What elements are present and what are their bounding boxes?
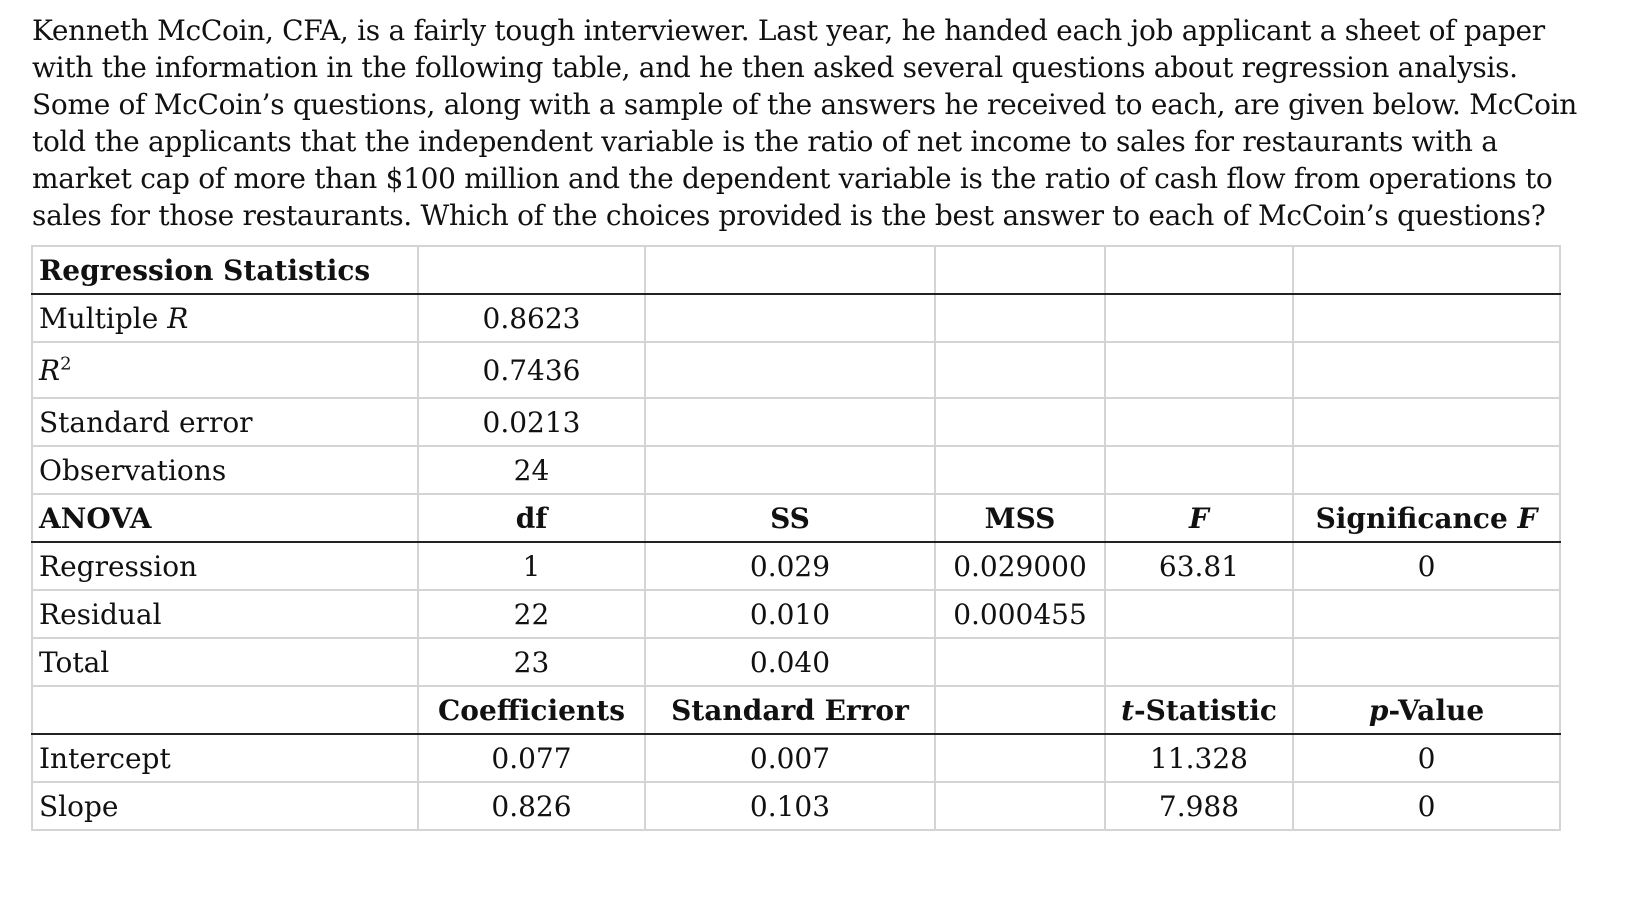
- anova-df-cell: 1: [418, 542, 645, 590]
- coef-value-cell: 0.077: [418, 734, 645, 782]
- anova-f-cell: [1105, 590, 1293, 638]
- standard-error-row: [32, 398, 1560, 446]
- anova-df-cell: 23: [418, 638, 645, 686]
- r-squared-label: $R^2$: [32, 342, 418, 398]
- coef-col-coefficients: Coefficients: [418, 686, 645, 734]
- anova-row-label: Residual: [32, 590, 418, 638]
- coef-row-intercept: [32, 734, 1560, 782]
- question-intro-text: Kenneth McCoin, CFA, is a fairly tough interviewer. Last year, he handed each job applicant a sheet of paper with the information in the following table, and he then asked several questions about regression analysis. Some of McCoin’s questions, along with a sample of the answers he received to each, are given below. McCoin told the applicants that the independent variable is the ratio of net income to sales for restaurants with a market cap of more than $100 million and the dependent variable is the ratio of cash flow from operations to sales for those restaurants. Which of the choices provided is the best answer to each of McCoin’s questions?: [32, 14, 1578, 232]
- anova-mss-cell: 0.029000: [935, 542, 1105, 590]
- anova-f-cell: [1105, 638, 1293, 686]
- coef-value-cell: 0.826: [418, 782, 645, 830]
- anova-row-residual: [32, 590, 1560, 638]
- coef-col-standard-error: Standard Error: [645, 686, 935, 734]
- anova-significance-f-cell: [1293, 638, 1560, 686]
- regression-statistics-header-row: [32, 246, 1560, 294]
- coef-col-t-statistic: t-Statistic: [1105, 686, 1293, 734]
- regression-output-table: [31, 245, 1561, 831]
- multiple-r-value: 0.8623: [418, 294, 645, 342]
- observations-label: Observations: [32, 446, 418, 494]
- coef-se-cell: 0.007: [645, 734, 935, 782]
- anova-header-row: [32, 494, 1560, 542]
- anova-row-label: Total: [32, 638, 418, 686]
- standard-error-value: 0.0213: [418, 398, 645, 446]
- anova-header: ANOVA: [32, 494, 418, 542]
- anova-row-label: Regression: [32, 542, 418, 590]
- coef-row-slope: [32, 782, 1560, 830]
- anova-mss-cell: 0.000455: [935, 590, 1105, 638]
- anova-col-ss: SS: [645, 494, 935, 542]
- coef-row-label: Slope: [32, 782, 418, 830]
- anova-significance-f-cell: [1293, 590, 1560, 638]
- r-squared-row: [32, 342, 1560, 398]
- r-squared-value: 0.7436: [418, 342, 645, 398]
- coef-t-cell: 11.328: [1105, 734, 1293, 782]
- coef-row-label: Intercept: [32, 734, 418, 782]
- coef-p-cell: 0: [1293, 782, 1560, 830]
- anova-mss-cell: [935, 638, 1105, 686]
- anova-significance-f-cell: 0: [1293, 542, 1560, 590]
- anova-df-cell: 22: [418, 590, 645, 638]
- coef-se-cell: 0.103: [645, 782, 935, 830]
- anova-col-df: df: [418, 494, 645, 542]
- anova-ss-cell: 0.040: [645, 638, 935, 686]
- coef-t-cell: 7.988: [1105, 782, 1293, 830]
- coefficients-header-row: [32, 686, 1560, 734]
- multiple-r-row: [32, 294, 1560, 342]
- anova-col-mss: MSS: [935, 494, 1105, 542]
- regression-statistics-header: Regression Statistics: [32, 246, 418, 294]
- coef-p-cell: 0: [1293, 734, 1560, 782]
- anova-row-regression: [32, 542, 1560, 590]
- multiple-r-label: Multiple R: [32, 294, 418, 342]
- coef-col-p-value: p-Value: [1293, 686, 1560, 734]
- anova-row-total: [32, 638, 1560, 686]
- standard-error-label: Standard error: [32, 398, 418, 446]
- anova-ss-cell: 0.029: [645, 542, 935, 590]
- observations-row: [32, 446, 1560, 494]
- anova-col-f: F: [1105, 494, 1293, 542]
- anova-col-significance-f: Significance F: [1293, 494, 1560, 542]
- anova-ss-cell: 0.010: [645, 590, 935, 638]
- anova-f-cell: 63.81: [1105, 542, 1293, 590]
- observations-value: 24: [418, 446, 645, 494]
